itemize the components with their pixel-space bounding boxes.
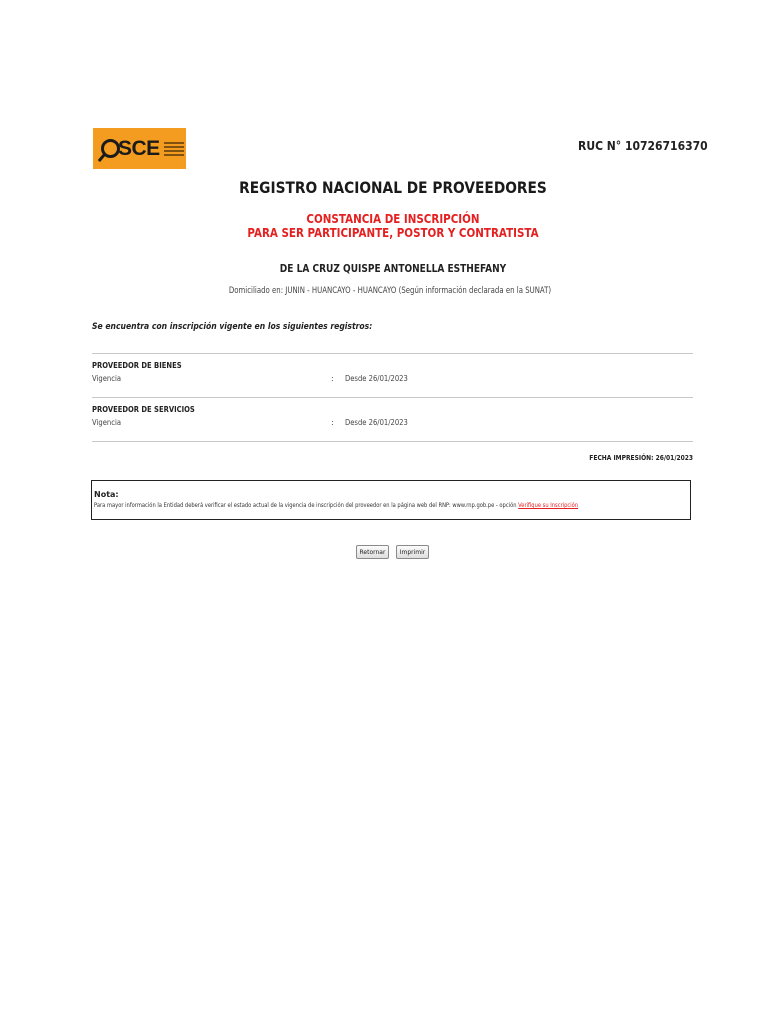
supplier-address: Domiciliado en: JUNIN - HUANCAYO - HUANCAYO (Según información declarada en la SUNAT) (228, 286, 552, 296)
back-button[interactable]: Retornar (356, 545, 389, 559)
divider (92, 397, 693, 398)
print-button[interactable]: Imprimir (396, 545, 429, 559)
note-box (91, 480, 691, 520)
osce-logo (93, 128, 186, 169)
logo-text: SCE (118, 136, 160, 160)
subtitle-line-1: CONSTANCIA DE INSCRIPCIÓN (306, 212, 480, 226)
registry-name-goods: PROVEEDOR DE BIENES (92, 361, 182, 370)
divider (92, 353, 693, 354)
logo-tagline (164, 142, 184, 156)
registry-colon: : (331, 418, 334, 427)
subtitle-line-2: PARA SER PARTICIPANTE, POSTOR Y CONTRATISTA (247, 226, 539, 240)
verify-inscription-link[interactable]: Verifique su Inscripción (518, 502, 579, 509)
print-date: FECHA IMPRESIÓN: 26/01/2023 (589, 454, 693, 462)
note-body: Para mayor información la Entidad deberá verificar el estado actual de la vigencia de inscripción del proveedor en la página web del RNP: www.rnp.gob.pe - opción (94, 502, 519, 509)
note-title: Nota: (94, 490, 119, 499)
registry-intro: Se encuentra con inscripción vigente en los siguientes registros: (92, 322, 373, 332)
registry-validity-label: Vigencia (92, 374, 122, 383)
registry-validity-value: Desde 26/01/2023 (345, 374, 408, 383)
page-title: REGISTRO NACIONAL DE PROVEEDORES (239, 178, 547, 197)
registry-validity-label: Vigencia (92, 418, 122, 427)
ruc-number: RUC N° 10726716370 (578, 139, 708, 153)
registry-validity-value: Desde 26/01/2023 (345, 418, 408, 427)
registry-colon: : (331, 374, 334, 383)
registry-name-services: PROVEEDOR DE SERVICIOS (92, 405, 195, 414)
supplier-name: DE LA CRUZ QUISPE ANTONELLA ESTHEFANY (279, 262, 507, 275)
note-text (94, 502, 578, 509)
osce-logo-mark (101, 137, 160, 161)
certificate-subtitle (55, 212, 731, 240)
divider (92, 441, 693, 442)
magnifier-icon (101, 139, 120, 158)
